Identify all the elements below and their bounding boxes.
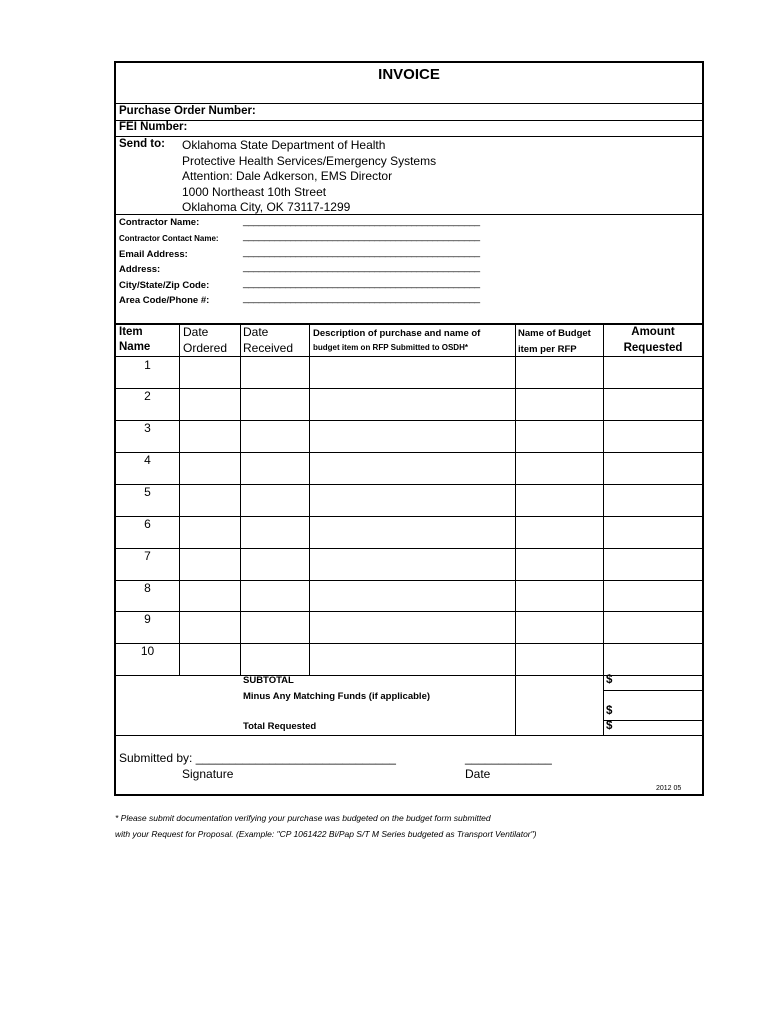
row-separator (116, 516, 702, 517)
address-line: Attention: Dale Adkerson, EMS Director (182, 169, 393, 183)
address-line: Oklahoma City, OK 73117-1299 (182, 200, 351, 214)
phone-label: Area Code/Phone #: (119, 295, 210, 306)
header-description: Description of purchase and name of (313, 328, 481, 339)
row-number: 3 (144, 421, 151, 435)
address-field[interactable]: _____________________________________________ (243, 262, 480, 273)
city-state-zip-field[interactable]: _____________________________________________ (243, 278, 480, 289)
footnote-line: * Please submit documentation verifying your purchase was budgeted on the budget form submitted (115, 813, 491, 823)
row-number: 8 (144, 581, 151, 595)
row-separator (116, 452, 702, 453)
phone-field[interactable]: _____________________________________________ (243, 293, 480, 304)
header-amount: Amount (631, 326, 675, 338)
address-label: Address: (119, 264, 161, 275)
column-line (179, 323, 180, 675)
invoice-form (114, 61, 704, 796)
contractor-contact-field[interactable]: _____________________________________________ (243, 231, 480, 242)
row-separator (116, 388, 702, 389)
divider (116, 136, 702, 137)
submitted-by-line[interactable]: Submitted by: ______________________________ (119, 751, 396, 765)
row-separator (116, 675, 702, 676)
row-separator (116, 548, 702, 549)
contractor-contact-label: Contractor Contact Name: (119, 234, 219, 243)
header-item: Name (119, 341, 151, 353)
row-number: 7 (144, 549, 151, 563)
email-field[interactable]: _____________________________________________ (243, 247, 480, 258)
column-line (240, 323, 241, 675)
purchase-order-label: Purchase Order Number: (119, 105, 256, 117)
matching-funds-amount[interactable]: $ (606, 705, 613, 717)
header-budget: Name of Budget (518, 328, 591, 339)
row-separator (116, 484, 702, 485)
matching-funds-label: Minus Any Matching Funds (if applicable) (243, 691, 431, 702)
city-state-zip-label: City/State/Zip Code: (119, 280, 210, 291)
header-item: Item (119, 326, 143, 338)
row-separator (116, 420, 702, 421)
total-requested-amount[interactable]: $ (606, 720, 613, 732)
form-code: 2012 05 (656, 785, 682, 792)
divider (116, 120, 702, 121)
divider (116, 735, 702, 736)
signature-label: Signature (182, 767, 234, 781)
amount-separator (603, 720, 702, 721)
email-label: Email Address: (119, 249, 188, 260)
divider (116, 103, 702, 104)
amount-separator (603, 690, 702, 691)
row-number: 5 (144, 485, 151, 499)
date-line[interactable]: _____________ (465, 751, 552, 765)
address-line: 1000 Northeast 10th Street (182, 185, 327, 199)
row-separator (116, 356, 702, 357)
footnote-line: with your Request for Proposal. (Example: "CP 1061422 Bi/Pap S/T M Series budgeted as Transport Ventilator") (115, 829, 537, 839)
row-number: 4 (144, 453, 151, 467)
row-number: 2 (144, 389, 151, 403)
header-description: budget item on RFP Submitted to OSDH* (313, 343, 468, 352)
send-to-label: Send to: (119, 138, 165, 150)
column-line (309, 323, 310, 675)
row-number: 9 (144, 612, 151, 626)
address-line: Protective Health Services/Emergency Systems (182, 154, 437, 168)
header-date-ordered: Ordered (183, 341, 228, 355)
fei-label: FEI Number: (119, 121, 188, 133)
row-separator (116, 643, 702, 644)
row-number: 6 (144, 517, 151, 531)
subtotal-label: SUBTOTAL (243, 675, 294, 686)
row-separator (116, 580, 702, 581)
total-requested-label: Total Requested (243, 721, 317, 732)
header-amount: Requested (623, 342, 683, 354)
date-label: Date (465, 767, 491, 781)
header-date-received: Received (243, 341, 294, 355)
address-line: Oklahoma State Department of Health (182, 138, 386, 152)
header-date-ordered: Date (183, 325, 209, 339)
header-date-received: Date (243, 325, 269, 339)
contractor-name-label: Contractor Name: (119, 217, 200, 228)
contractor-name-field[interactable]: _____________________________________________ (243, 216, 480, 227)
row-number: 10 (140, 644, 155, 658)
invoice-title: INVOICE (378, 66, 440, 83)
divider (116, 214, 702, 215)
row-separator (116, 611, 702, 612)
subtotal-amount[interactable]: $ (606, 674, 613, 686)
header-budget: item per RFP (518, 344, 577, 355)
row-number: 1 (144, 358, 151, 372)
